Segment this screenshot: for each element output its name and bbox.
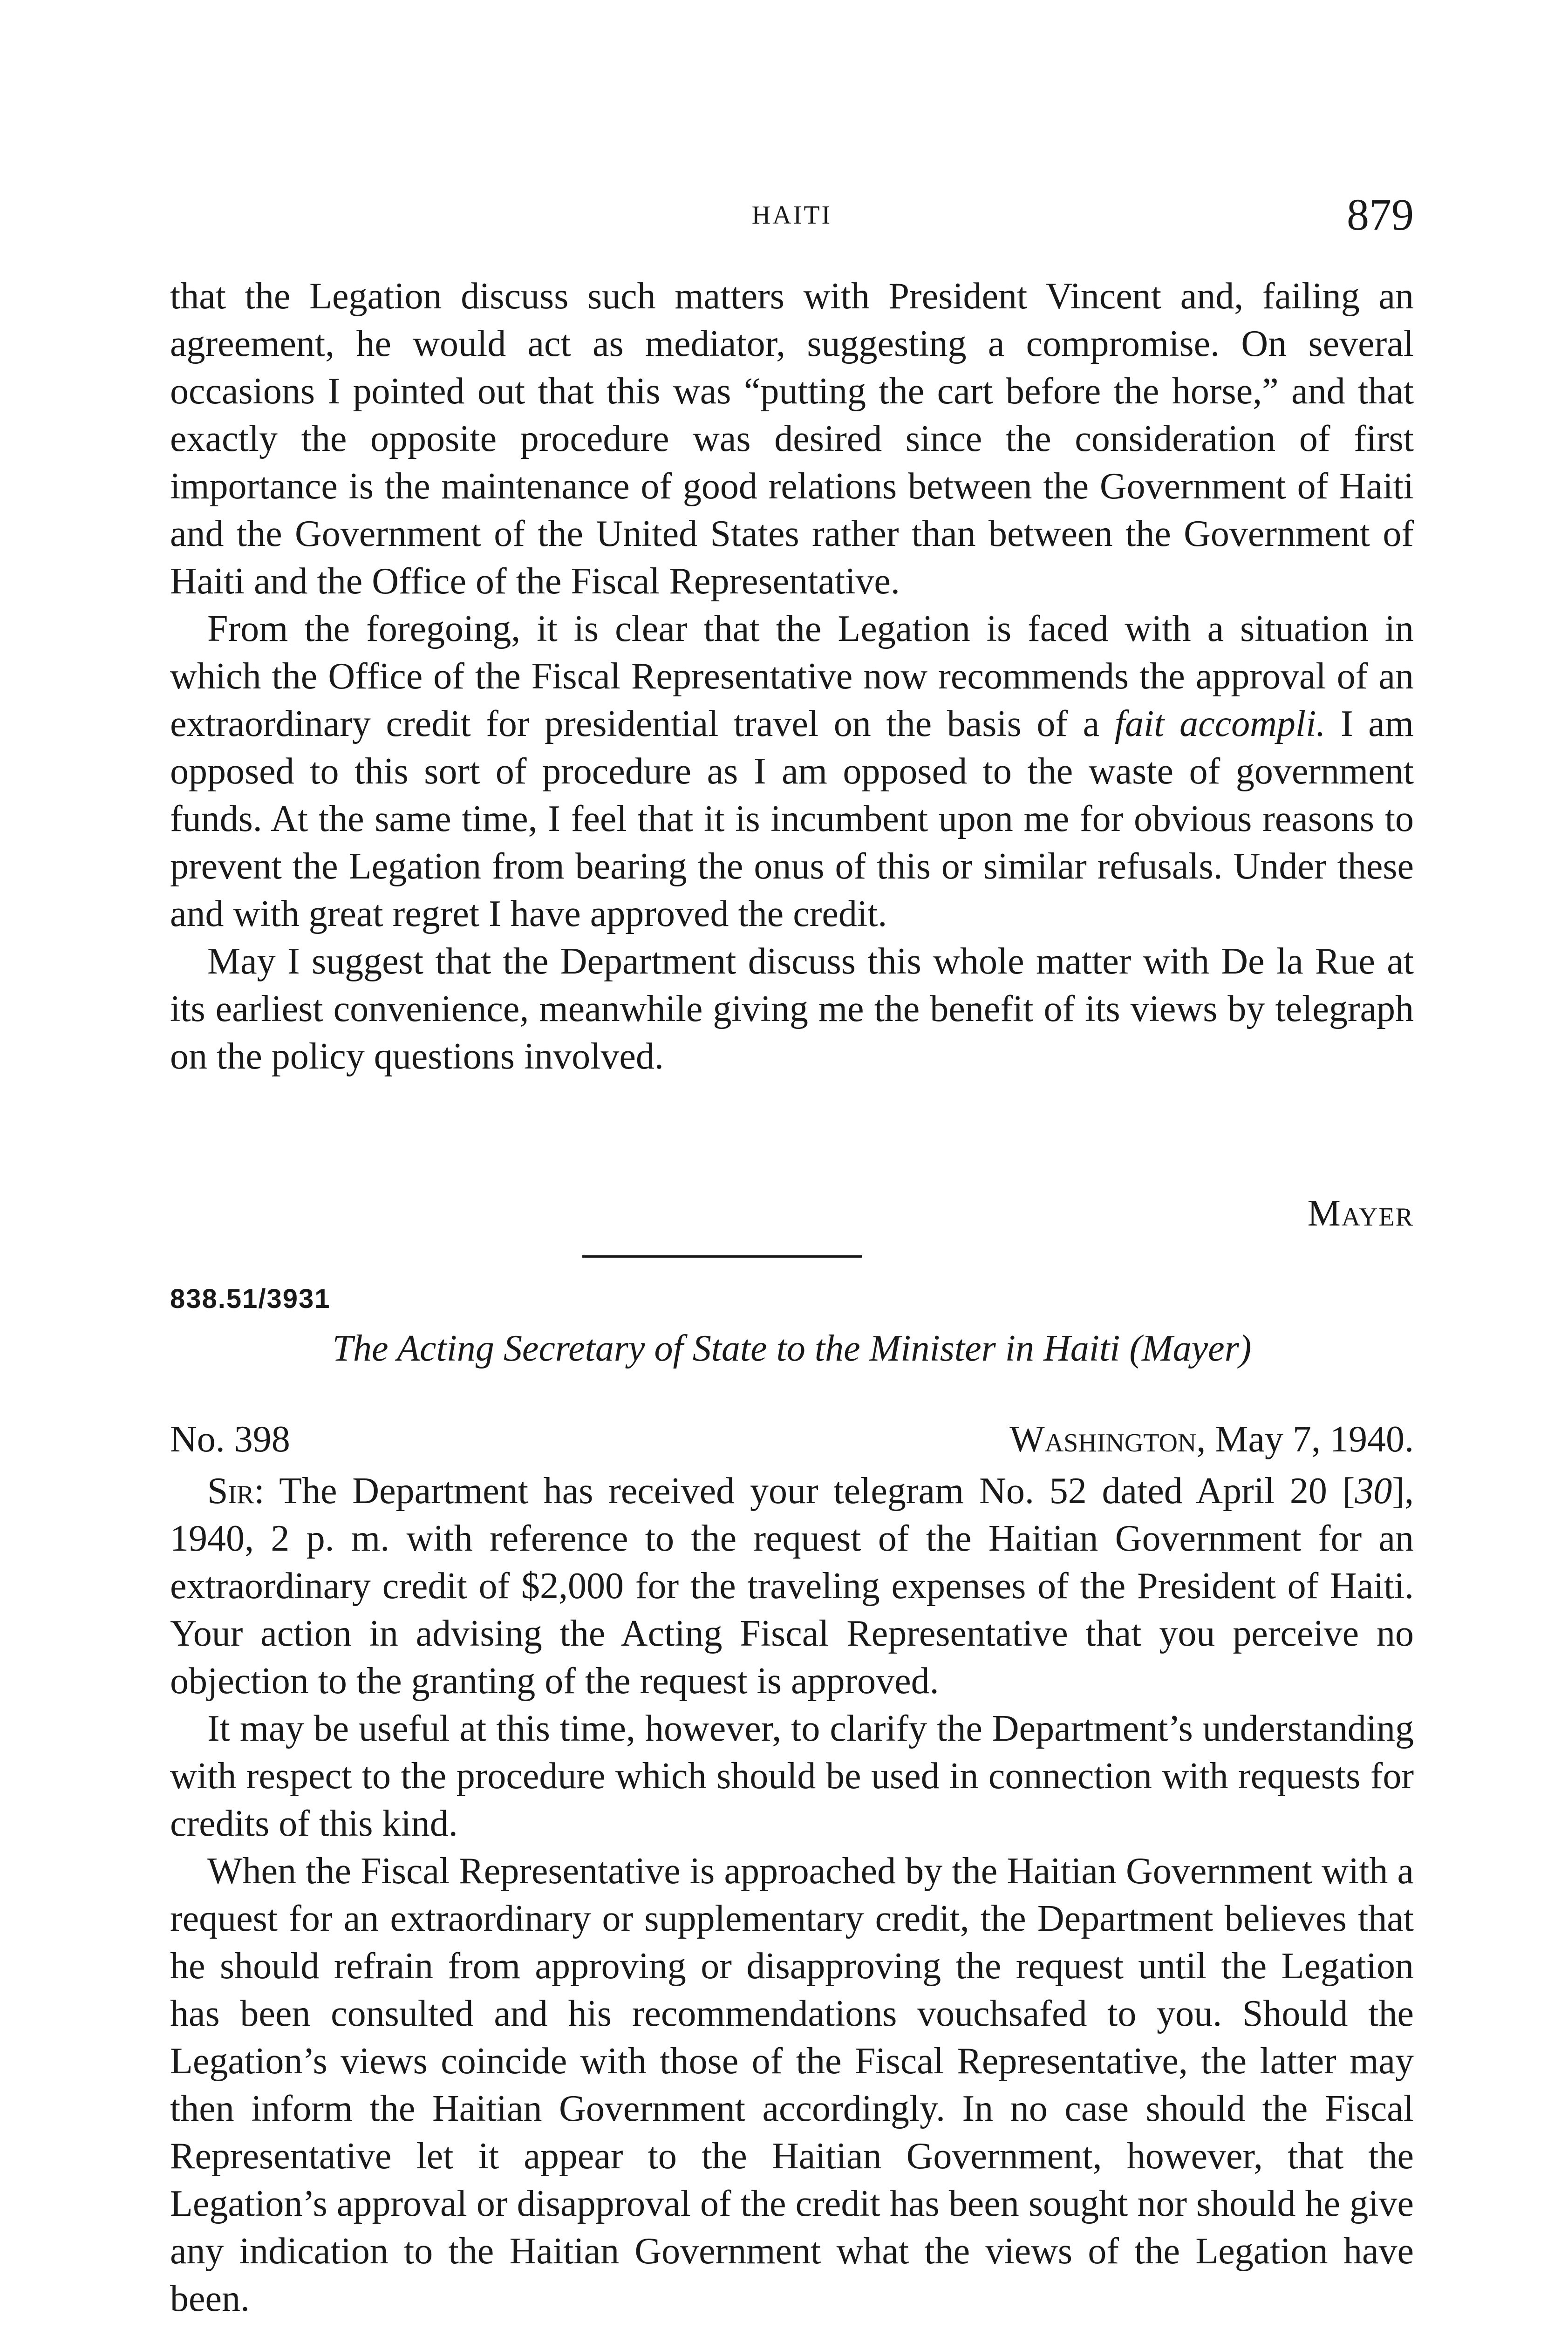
signature: Mayer (1307, 1193, 1414, 1234)
text-run: The Department has received your telegram No. 52 dated April 20 [ (264, 1471, 1355, 1512)
letter-continuation (170, 272, 1414, 1080)
text-run: I am opposed to this sort of procedure as I am opposed to the waste of government funds. At the same time, I feel that it is incumbent upon me for obvious reasons to prevent the Legation from bearing the onus of this or similar refusals. Under these and with great regret I have approved the credit. (170, 703, 1414, 934)
text-run: From the foregoing, it is clear that the Legation is faced with a situation in which the Office of the Fiscal Representative now recommends the approval of an extraordinary credit for presidential travel on the basis of a (170, 608, 1414, 744)
paragraph: May I suggest that the Department discuss this whole matter with De la Rue at its earliest convenience, meanwhile giving me the benefit of its views by telegraph on the policy questions involved. (170, 941, 1414, 1077)
place: Washington, (1009, 1419, 1206, 1460)
paragraph: When the Fiscal Representative is approached by the Haitian Government with a request for an extraordinary or supplementary credit, the Department believes that he should refrain from approving or disapproving the request until the Legation has been consulted and his recommendations vouchsafed to you. Should the Legation’s views coincide with those of the Fiscal Representative, the latter may then inform the Haitian Government accordingly. In no case should the Fiscal Representative let it appear to the Haitian Government, however, that the Legation’s approval or disapproval of the credit has been sought nor should he give any indication to the Haitian Government what the views of the Legation have been. (170, 1851, 1414, 2319)
file-number: 838.51/3931 (170, 1284, 331, 1314)
running-header (170, 189, 1414, 240)
document-heading: The Acting Secretary of State to the Minister in Haiti (Mayer) (332, 1328, 1252, 1369)
italic-number: 30 (1355, 1471, 1392, 1512)
document-place-date (1009, 1418, 1414, 1461)
running-title: HAITI (751, 201, 832, 230)
date: May 7, 1940. (1215, 1419, 1414, 1460)
paragraph: that the Legation discuss such matters with President Vincent and, failing an agreement, he would act as mediator, suggesting a compromise. On several occasions I pointed out that this was “putting the cart before the horse,” and that exactly the opposite procedure was desired since the consideration of first importance is the maintenance of good relations between the Government of Haiti and the Government of the United States rather than between the Government of Haiti and the Office of the Fiscal Representative. (170, 276, 1414, 602)
document-number: No. 398 (170, 1419, 290, 1460)
paragraph: It may be useful at this time, however, to clarify the Department’s understanding with respect to the procedure which should be used in connection with requests for credits of this kind. (170, 1708, 1414, 1844)
document-body (170, 1467, 1414, 2322)
section-divider (582, 1255, 862, 1258)
paragraph (170, 605, 1414, 938)
paragraph (170, 1467, 1414, 1705)
page-number: 879 (1347, 190, 1414, 239)
text-run: ], 1940, 2 p. m. with reference to the request of the Haitian Government for an extraordinary credit of $2,000 for the traveling expenses of the President of Haiti. Your action in advising the Acting Fiscal Representative that you perceive no objection to the granting of the request is approved. (170, 1471, 1414, 1702)
salutation: Sir: (207, 1471, 265, 1512)
italic-phrase: fait accompli. (1114, 703, 1326, 744)
